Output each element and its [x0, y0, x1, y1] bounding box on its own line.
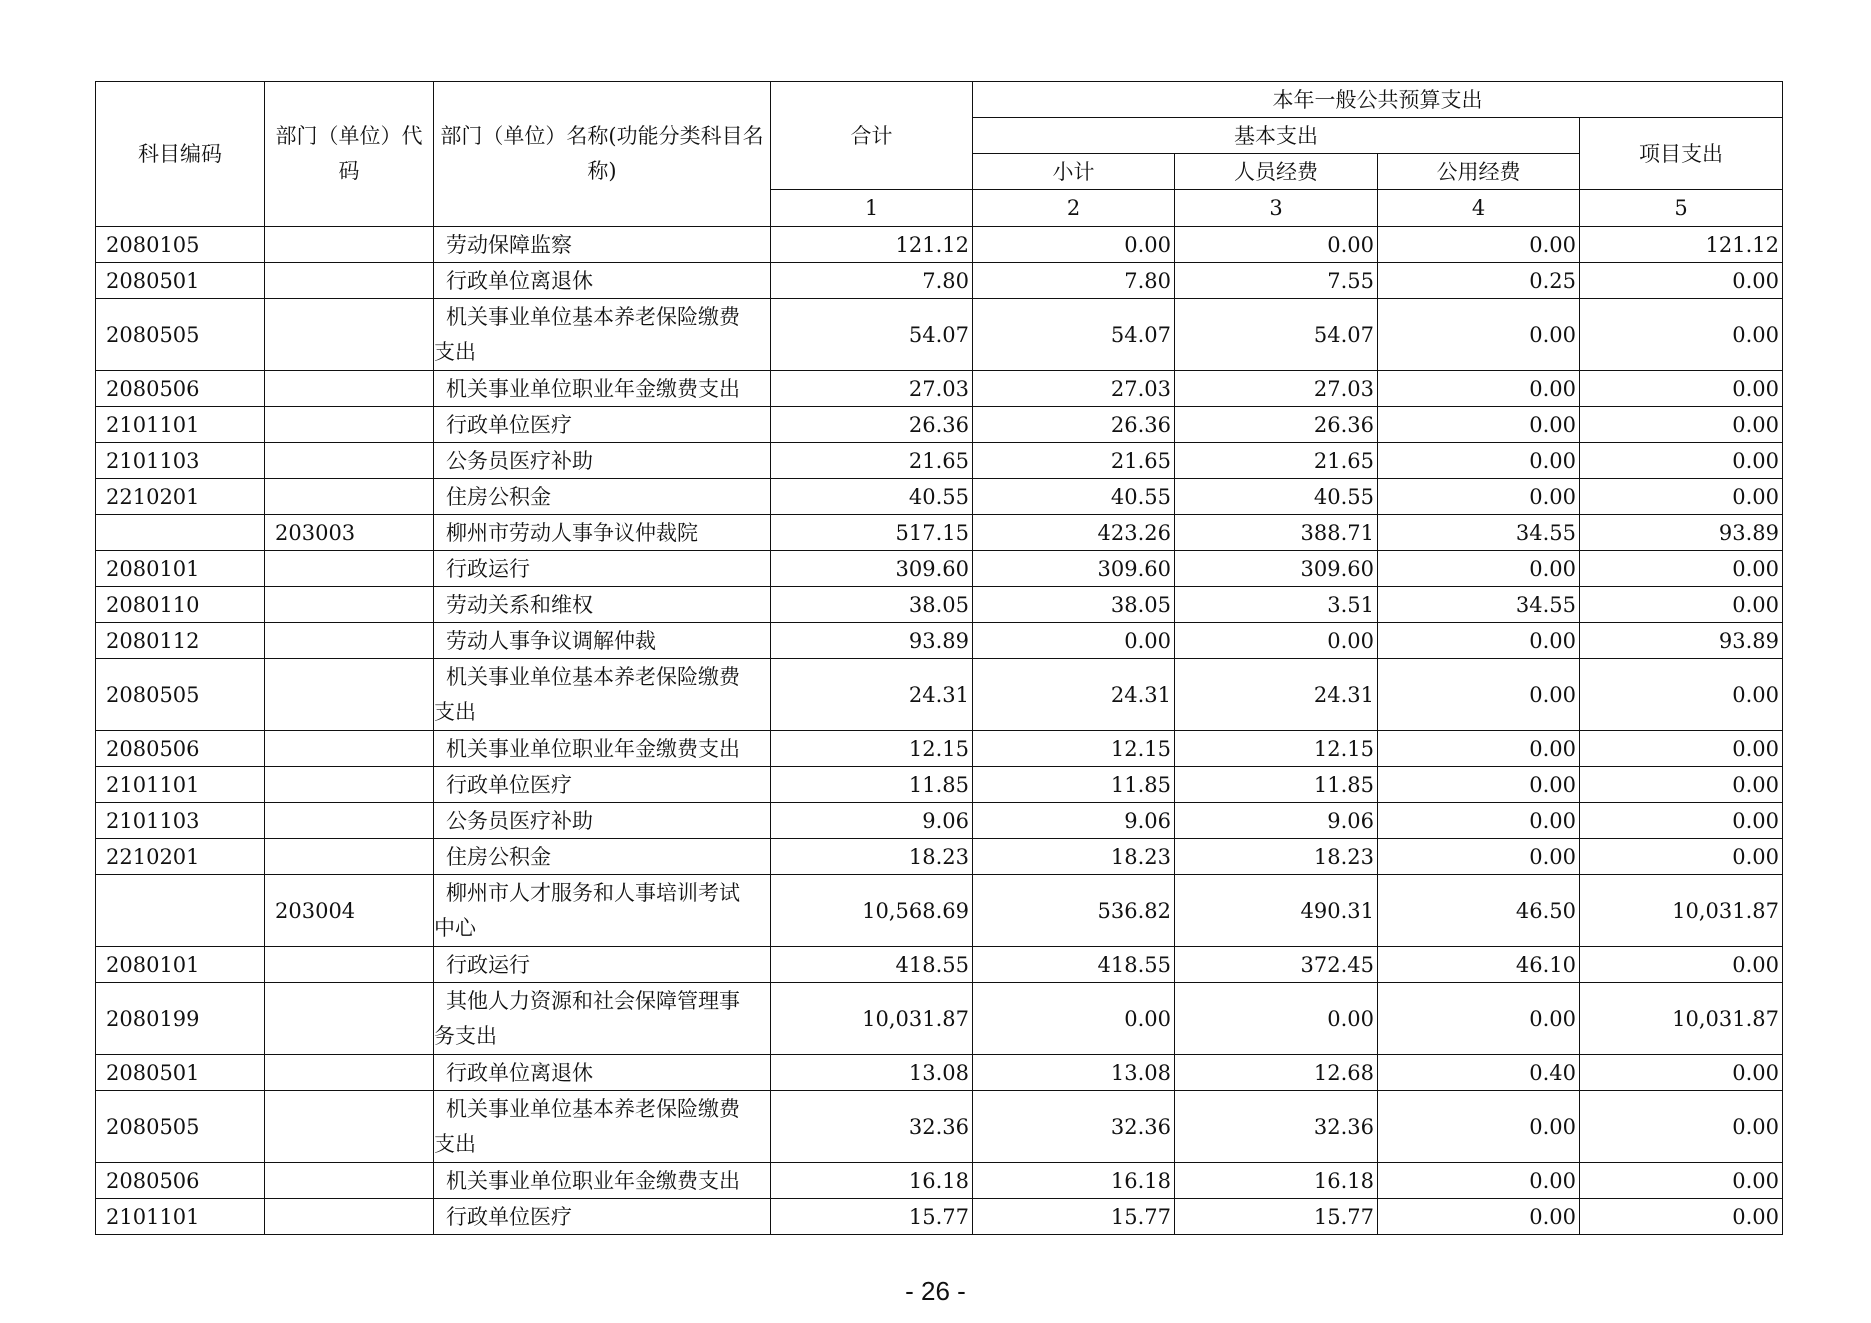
dept-name-line-1: 机关事业单位基本养老保险缴费 — [446, 1096, 740, 1121]
table-row — [96, 947, 1783, 983]
dept-code-cell — [265, 947, 434, 983]
total-cell: 40.55 — [771, 479, 973, 515]
total-cell: 16.18 — [771, 1163, 973, 1199]
subject-code-cell: 2080506 — [96, 1163, 265, 1199]
dept-name-cell: 行政运行 — [434, 947, 771, 983]
public-funds-cell: 0.00 — [1378, 659, 1580, 731]
subtotal-cell: 423.26 — [973, 515, 1175, 551]
total-cell: 7.80 — [771, 263, 973, 299]
personnel-cell: 9.06 — [1175, 803, 1378, 839]
dept-name-line-1: 机关事业单位基本养老保险缴费 — [446, 304, 740, 329]
total-cell: 18.23 — [771, 839, 973, 875]
dept-code-cell — [265, 299, 434, 371]
table-row — [96, 803, 1783, 839]
public-funds-cell: 0.00 — [1378, 443, 1580, 479]
subtotal-cell: 38.05 — [973, 587, 1175, 623]
public-funds-cell: 0.00 — [1378, 407, 1580, 443]
dept-name-line-2: 支出 — [434, 339, 476, 364]
personnel-cell: 54.07 — [1175, 299, 1378, 371]
dept-name-cell — [434, 875, 771, 947]
table-row — [96, 1055, 1783, 1091]
subtotal-cell: 26.36 — [973, 407, 1175, 443]
public-funds-cell: 0.00 — [1378, 983, 1580, 1055]
project-cell: 10,031.87 — [1580, 875, 1783, 947]
personnel-cell: 26.36 — [1175, 407, 1378, 443]
header-dept-name: 部门（单位）名称(功能分类科目名称) — [434, 82, 771, 227]
project-cell: 0.00 — [1580, 1163, 1783, 1199]
dept-name-cell: 劳动人事争议调解仲裁 — [434, 623, 771, 659]
total-cell: 11.85 — [771, 767, 973, 803]
public-funds-cell: 34.55 — [1378, 515, 1580, 551]
public-funds-cell: 34.55 — [1378, 587, 1580, 623]
dept-name-cell — [434, 1091, 771, 1163]
table-row — [96, 479, 1783, 515]
subject-code-cell: 2080110 — [96, 587, 265, 623]
personnel-cell: 15.77 — [1175, 1199, 1378, 1235]
personnel-cell: 18.23 — [1175, 839, 1378, 875]
dept-code-cell — [265, 1055, 434, 1091]
subtotal-cell: 418.55 — [973, 947, 1175, 983]
subtotal-cell: 536.82 — [973, 875, 1175, 947]
dept-name-cell: 住房公积金 — [434, 839, 771, 875]
total-cell: 27.03 — [771, 371, 973, 407]
total-cell: 517.15 — [771, 515, 973, 551]
subject-code-cell: 2080101 — [96, 551, 265, 587]
dept-name-cell: 机关事业单位职业年金缴费支出 — [434, 731, 771, 767]
table-row — [96, 875, 1783, 947]
total-cell: 93.89 — [771, 623, 973, 659]
dept-name-cell: 劳动保障监察 — [434, 227, 771, 263]
total-cell: 12.15 — [771, 731, 973, 767]
public-funds-cell: 0.00 — [1378, 1091, 1580, 1163]
dept-name-cell: 柳州市劳动人事争议仲裁院 — [434, 515, 771, 551]
dept-code-cell — [265, 1163, 434, 1199]
header-personnel: 人员经费 — [1175, 154, 1378, 190]
dept-code-cell — [265, 1091, 434, 1163]
table-row — [96, 227, 1783, 263]
subject-code-cell: 2080506 — [96, 731, 265, 767]
subject-code-cell: 2210201 — [96, 479, 265, 515]
dept-name-cell: 行政单位医疗 — [434, 767, 771, 803]
dept-name-cell — [434, 983, 771, 1055]
dept-name-cell: 公务员医疗补助 — [434, 803, 771, 839]
header-col-num: 3 — [1175, 190, 1378, 227]
personnel-cell: 0.00 — [1175, 983, 1378, 1055]
header-subject-code: 科目编码 — [96, 82, 265, 227]
subject-code-cell: 2080101 — [96, 947, 265, 983]
project-cell: 0.00 — [1580, 587, 1783, 623]
dept-code-cell — [265, 983, 434, 1055]
subtotal-cell: 13.08 — [973, 1055, 1175, 1091]
dept-code-cell — [265, 839, 434, 875]
header-col-num: 2 — [973, 190, 1175, 227]
dept-name-line-2: 务支出 — [434, 1023, 497, 1048]
project-cell: 0.00 — [1580, 947, 1783, 983]
table-row — [96, 551, 1783, 587]
project-cell: 121.12 — [1580, 227, 1783, 263]
public-funds-cell: 0.00 — [1378, 479, 1580, 515]
dept-code-cell — [265, 659, 434, 731]
subtotal-cell: 16.18 — [973, 1163, 1175, 1199]
personnel-cell: 3.51 — [1175, 587, 1378, 623]
dept-name-cell: 公务员医疗补助 — [434, 443, 771, 479]
subject-code-cell — [96, 515, 265, 551]
total-cell: 15.77 — [771, 1199, 973, 1235]
subject-code-cell: 2080505 — [96, 1091, 265, 1163]
personnel-cell: 490.31 — [1175, 875, 1378, 947]
project-cell: 0.00 — [1580, 479, 1783, 515]
table-row — [96, 443, 1783, 479]
table-row — [96, 983, 1783, 1055]
header-col-num: 1 — [771, 190, 973, 227]
table-body — [96, 227, 1783, 1235]
dept-code-cell — [265, 263, 434, 299]
dept-code-cell — [265, 767, 434, 803]
dept-name-cell: 行政单位离退休 — [434, 263, 771, 299]
subtotal-cell: 40.55 — [973, 479, 1175, 515]
public-funds-cell: 0.00 — [1378, 1199, 1580, 1235]
table-row — [96, 1199, 1783, 1235]
personnel-cell: 12.15 — [1175, 731, 1378, 767]
dept-code-cell — [265, 623, 434, 659]
dept-name-cell: 机关事业单位职业年金缴费支出 — [434, 1163, 771, 1199]
personnel-cell: 16.18 — [1175, 1163, 1378, 1199]
dept-code-cell: 203003 — [265, 515, 434, 551]
header-subtotal: 小计 — [973, 154, 1175, 190]
subject-code-cell: 2101103 — [96, 803, 265, 839]
dept-code-cell — [265, 443, 434, 479]
subject-code-cell: 2080506 — [96, 371, 265, 407]
subtotal-cell: 27.03 — [973, 371, 1175, 407]
personnel-cell: 32.36 — [1175, 1091, 1378, 1163]
public-funds-cell: 0.00 — [1378, 551, 1580, 587]
total-cell: 21.65 — [771, 443, 973, 479]
public-funds-cell: 0.00 — [1378, 371, 1580, 407]
project-cell: 0.00 — [1580, 299, 1783, 371]
total-cell: 13.08 — [771, 1055, 973, 1091]
dept-name-cell: 机关事业单位职业年金缴费支出 — [434, 371, 771, 407]
subject-code-cell: 2101101 — [96, 1199, 265, 1235]
subtotal-cell: 12.15 — [973, 731, 1175, 767]
dept-code-cell — [265, 803, 434, 839]
personnel-cell: 11.85 — [1175, 767, 1378, 803]
project-cell: 0.00 — [1580, 659, 1783, 731]
project-cell: 0.00 — [1580, 263, 1783, 299]
dept-code-cell — [265, 479, 434, 515]
project-cell: 0.00 — [1580, 731, 1783, 767]
personnel-cell: 40.55 — [1175, 479, 1378, 515]
dept-code-cell — [265, 227, 434, 263]
personnel-cell: 0.00 — [1175, 623, 1378, 659]
subject-code-cell: 2080505 — [96, 299, 265, 371]
public-funds-cell: 0.00 — [1378, 767, 1580, 803]
subtotal-cell: 54.07 — [973, 299, 1175, 371]
total-cell: 9.06 — [771, 803, 973, 839]
subtotal-cell: 15.77 — [973, 1199, 1175, 1235]
header-group-title: 本年一般公共预算支出 — [973, 82, 1783, 118]
subject-code-cell: 2080199 — [96, 983, 265, 1055]
dept-code-cell: 203004 — [265, 875, 434, 947]
public-funds-cell: 0.25 — [1378, 263, 1580, 299]
personnel-cell: 388.71 — [1175, 515, 1378, 551]
personnel-cell: 372.45 — [1175, 947, 1378, 983]
dept-name-line-2: 中心 — [434, 915, 476, 940]
public-funds-cell: 0.00 — [1378, 731, 1580, 767]
dept-name-line-1: 其他人力资源和社会保障管理事 — [446, 988, 740, 1013]
subtotal-cell: 32.36 — [973, 1091, 1175, 1163]
public-funds-cell: 0.00 — [1378, 1163, 1580, 1199]
project-cell: 10,031.87 — [1580, 983, 1783, 1055]
personnel-cell: 309.60 — [1175, 551, 1378, 587]
page-number: - 26 - — [905, 1276, 966, 1306]
subject-code-cell: 2101101 — [96, 407, 265, 443]
header-col-num: 5 — [1580, 190, 1783, 227]
table-row — [96, 623, 1783, 659]
dept-name-line-2: 支出 — [434, 699, 476, 724]
subject-code-cell: 2080505 — [96, 659, 265, 731]
project-cell: 0.00 — [1580, 839, 1783, 875]
personnel-cell: 21.65 — [1175, 443, 1378, 479]
total-cell: 418.55 — [771, 947, 973, 983]
dept-code-cell — [265, 551, 434, 587]
total-cell: 10,568.69 — [771, 875, 973, 947]
public-funds-cell: 0.00 — [1378, 623, 1580, 659]
header-project: 项目支出 — [1580, 118, 1783, 190]
dept-name-line-2: 支出 — [434, 1131, 476, 1156]
project-cell: 0.00 — [1580, 1199, 1783, 1235]
dept-name-cell: 住房公积金 — [434, 479, 771, 515]
table-row — [96, 1091, 1783, 1163]
total-cell: 121.12 — [771, 227, 973, 263]
table-row — [96, 1163, 1783, 1199]
subtotal-cell: 9.06 — [973, 803, 1175, 839]
subject-code-cell: 2080501 — [96, 263, 265, 299]
personnel-cell: 24.31 — [1175, 659, 1378, 731]
public-funds-cell: 0.00 — [1378, 839, 1580, 875]
table-row — [96, 587, 1783, 623]
total-cell: 24.31 — [771, 659, 973, 731]
dept-code-cell — [265, 1199, 434, 1235]
dept-name-cell: 行政运行 — [434, 551, 771, 587]
dept-name-line-1: 机关事业单位基本养老保险缴费 — [446, 664, 740, 689]
project-cell: 93.89 — [1580, 623, 1783, 659]
dept-name-cell: 行政单位离退休 — [434, 1055, 771, 1091]
project-cell: 93.89 — [1580, 515, 1783, 551]
subject-code-cell: 2101101 — [96, 767, 265, 803]
project-cell: 0.00 — [1580, 1055, 1783, 1091]
project-cell: 0.00 — [1580, 1091, 1783, 1163]
project-cell: 0.00 — [1580, 407, 1783, 443]
subtotal-cell: 21.65 — [973, 443, 1175, 479]
dept-code-cell — [265, 731, 434, 767]
subtotal-cell: 0.00 — [973, 983, 1175, 1055]
public-funds-cell: 46.10 — [1378, 947, 1580, 983]
total-cell: 32.36 — [771, 1091, 973, 1163]
personnel-cell: 12.68 — [1175, 1055, 1378, 1091]
subtotal-cell: 11.85 — [973, 767, 1175, 803]
dept-name-cell: 行政单位医疗 — [434, 407, 771, 443]
personnel-cell: 0.00 — [1175, 227, 1378, 263]
header-total: 合计 — [771, 82, 973, 190]
header-basic: 基本支出 — [973, 118, 1580, 154]
dept-name-cell — [434, 299, 771, 371]
total-cell: 26.36 — [771, 407, 973, 443]
table-header — [96, 82, 1783, 227]
public-funds-cell: 46.50 — [1378, 875, 1580, 947]
table-row — [96, 263, 1783, 299]
dept-name-cell: 劳动关系和维权 — [434, 587, 771, 623]
subject-code-cell: 2080105 — [96, 227, 265, 263]
public-funds-cell: 0.00 — [1378, 227, 1580, 263]
public-funds-cell: 0.00 — [1378, 299, 1580, 371]
table-row — [96, 515, 1783, 551]
subject-code-cell — [96, 875, 265, 947]
subject-code-cell: 2101103 — [96, 443, 265, 479]
project-cell: 0.00 — [1580, 803, 1783, 839]
header-public-funds: 公用经费 — [1378, 154, 1580, 190]
subtotal-cell: 0.00 — [973, 623, 1175, 659]
total-cell: 38.05 — [771, 587, 973, 623]
table-row — [96, 407, 1783, 443]
dept-code-cell — [265, 371, 434, 407]
header-col-num: 4 — [1378, 190, 1580, 227]
total-cell: 54.07 — [771, 299, 973, 371]
public-funds-cell: 0.00 — [1378, 803, 1580, 839]
subtotal-cell: 309.60 — [973, 551, 1175, 587]
subtotal-cell: 7.80 — [973, 263, 1175, 299]
table-row — [96, 839, 1783, 875]
dept-name-cell — [434, 659, 771, 731]
table-row — [96, 299, 1783, 371]
project-cell: 0.00 — [1580, 551, 1783, 587]
subject-code-cell: 2210201 — [96, 839, 265, 875]
budget-table — [95, 81, 1783, 1235]
personnel-cell: 7.55 — [1175, 263, 1378, 299]
table-row — [96, 371, 1783, 407]
subtotal-cell: 24.31 — [973, 659, 1175, 731]
public-funds-cell: 0.40 — [1378, 1055, 1580, 1091]
dept-name-line-1: 柳州市人才服务和人事培训考试 — [446, 880, 740, 905]
table-row — [96, 659, 1783, 731]
total-cell: 10,031.87 — [771, 983, 973, 1055]
subject-code-cell: 2080112 — [96, 623, 265, 659]
subtotal-cell: 0.00 — [973, 227, 1175, 263]
project-cell: 0.00 — [1580, 767, 1783, 803]
subject-code-cell: 2080501 — [96, 1055, 265, 1091]
subtotal-cell: 18.23 — [973, 839, 1175, 875]
table-row — [96, 731, 1783, 767]
header-dept-code: 部门（单位）代码 — [265, 82, 434, 227]
personnel-cell: 27.03 — [1175, 371, 1378, 407]
project-cell: 0.00 — [1580, 443, 1783, 479]
table-row — [96, 767, 1783, 803]
dept-code-cell — [265, 407, 434, 443]
project-cell: 0.00 — [1580, 371, 1783, 407]
dept-code-cell — [265, 587, 434, 623]
dept-name-cell: 行政单位医疗 — [434, 1199, 771, 1235]
total-cell: 309.60 — [771, 551, 973, 587]
